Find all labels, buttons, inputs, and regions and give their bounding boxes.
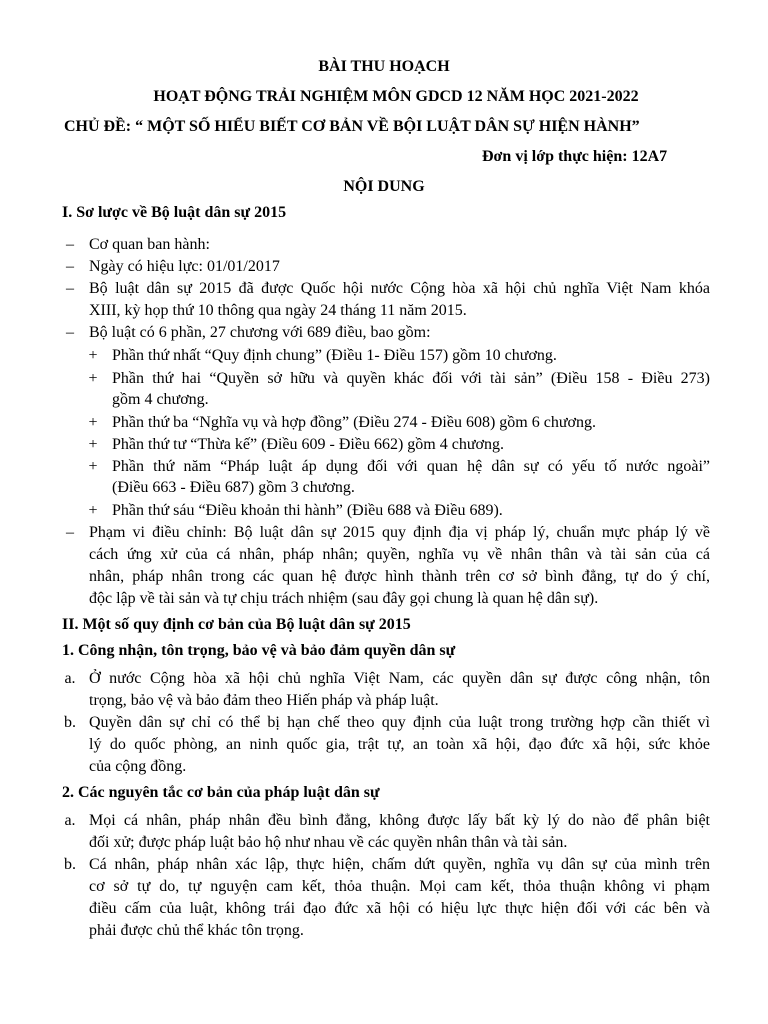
paragraph-line: Quyền dân sự chỉ có thể bị hạn chế theo quy định của luật trong trường hợp cần thiết vì [89,714,710,731]
subsection-2-heading: 2. Các nguyên tắc cơ bản của pháp luật dân sự [62,784,380,801]
scope-line: nhân, pháp nhân trong các quan hệ được hình thành trên cơ sở bình đẳng, tự do ý chí, [89,568,710,585]
document-topic: CHỦ ĐỀ: “ MỘT SỐ HIỂU BIẾT CƠ BẢN VỀ BỘI LUẬT DÂN SỰ HIỆN HÀNH” [64,118,640,135]
paragraph-line: cơ sở tự do, tự nguyện cam kết, thỏa thuận. Mọi cam kết, thỏa thuận không vi phạm [89,878,710,895]
list-item: Ngày có hiệu lực: 01/01/2017 [89,258,280,275]
part-item: Phần thứ tư “Thừa kế” (Điều 609 - Điều 662) gồm 4 chương. [112,436,504,453]
part-item: Phần thứ sáu “Điều khoản thi hành” (Điều 688 và Điều 689). [112,502,503,519]
scope-line: Phạm vi điều chỉnh: Bộ luật dân sự 2015 quy định địa vị pháp lý, chuẩn mực pháp lý về [89,524,710,541]
item-letter-b: b. [64,856,76,873]
dash-bullet: – [66,258,74,275]
paragraph-line: phải được chủ thể khác tôn trọng. [89,922,304,939]
section-1-heading: I. Sơ lược về Bộ luật dân sự 2015 [62,204,287,221]
list-item-continuation: XIII, kỳ họp thứ 10 thông qua ngày 24 tháng 11 năm 2015. [89,302,467,319]
plus-bullet: + [88,436,98,453]
part-item: Phần thứ nhất “Quy định chung” (Điều 1- Điều 157) gồm 10 chương. [112,347,557,364]
item-letter-a: a. [64,670,76,687]
content-heading: NỘI DUNG [343,178,425,195]
dash-bullet: – [66,524,74,541]
document-title: BÀI THU HOẠCH [318,58,450,75]
paragraph-line: trọng, bảo vệ và bảo đảm theo Hiến pháp và pháp luật. [89,692,439,709]
dash-bullet: – [66,236,74,253]
part-item-continuation: gồm 4 chương. [112,391,209,408]
paragraph-line: Cá nhân, pháp nhân xác lập, thực hiện, chấm dứt quyền, nghĩa vụ dân sự của mình trên [89,856,710,873]
paragraph-line: Ở nước Cộng hòa xã hội chủ nghĩa Việt Nam, các quyền dân sự được công nhận, tôn [89,670,710,687]
part-item-continuation: (Điều 663 - Điều 687) gồm 3 chương. [112,479,355,496]
part-item: Phần thứ hai “Quyền sở hữu và quyền khác đối với tài sản” (Điều 158 - Điều 273) [112,370,710,387]
section-2-heading: II. Một số quy định cơ bản của Bộ luật dân sự 2015 [62,616,411,633]
document-subtitle: HOẠT ĐỘNG TRẢI NGHIỆM MÔN GDCD 12 NĂM HỌC 2021-2022 [153,88,639,105]
list-item: Bộ luật dân sự 2015 đã được Quốc hội nước Cộng hòa xã hội chủ nghĩa Việt Nam khóa [89,280,710,297]
scope-line: cách ứng xử của cá nhân, pháp nhân; quyền, nghĩa vụ về nhân thân và tài sản của cá [89,546,710,563]
list-item: Cơ quan ban hành: [89,236,210,253]
plus-bullet: + [88,502,98,519]
paragraph-line: lý do quốc phòng, an ninh quốc gia, trật tự, an toàn xã hội, đạo đức xã hội, sức khỏe [89,736,710,753]
plus-bullet: + [88,414,98,431]
part-item: Phần thứ năm “Pháp luật áp dụng đối với quan hệ dân sự có yếu tố nước ngoài” [112,458,710,475]
item-letter-b: b. [64,714,76,731]
paragraph-line: Mọi cá nhân, pháp nhân đều bình đẳng, không được lấy bất kỳ lý do nào để phân biệt [89,812,710,829]
item-letter-a: a. [64,812,76,829]
paragraph-line: đối xử; được pháp luật bảo hộ như nhau về các quyền nhân thân và tài sản. [89,834,568,851]
list-item: Bộ luật có 6 phần, 27 chương với 689 điều, bao gồm: [89,324,431,341]
class-unit: Đơn vị lớp thực hiện: 12A7 [482,148,668,165]
paragraph-line: điều cấm của luật, không trái đạo đức xã hội có hiệu lực thực hiện đối với các bên và [89,900,710,917]
plus-bullet: + [88,347,98,364]
subsection-1-heading: 1. Công nhận, tôn trọng, bảo vệ và bảo đảm quyền dân sự [62,642,456,659]
dash-bullet: – [66,280,74,297]
plus-bullet: + [88,370,98,387]
part-item: Phần thứ ba “Nghĩa vụ và hợp đồng” (Điều 274 - Điều 608) gồm 6 chương. [112,414,596,431]
paragraph-line: của cộng đồng. [89,758,187,775]
plus-bullet: + [88,458,98,475]
dash-bullet: – [66,324,74,341]
scope-line: độc lập về tài sản và tự chịu trách nhiệm (sau đây gọi chung là quan hệ dân sự). [89,590,599,607]
